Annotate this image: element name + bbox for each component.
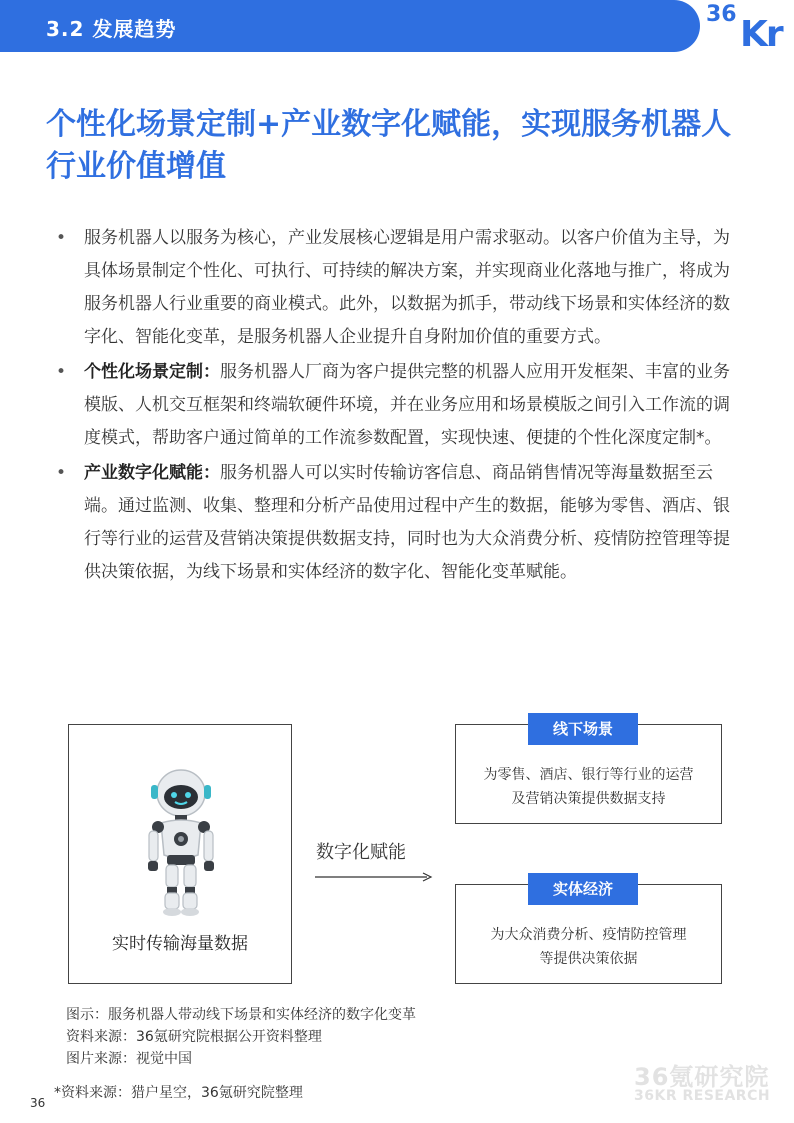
page-number: 36 (30, 1096, 46, 1110)
section-title: 3.2 发展趋势 (46, 17, 177, 41)
section-header-bar (0, 0, 700, 52)
bullet-heading: 产业数字化赋能： (84, 463, 220, 483)
figure-notes (66, 1004, 416, 1070)
page-title: 个性化场景定制+产业数字化赋能，实现服务机器人行业价值增值 (46, 107, 732, 184)
offline-scene-badge: 线下场景 (528, 713, 638, 745)
desc-line: 为零售、酒店、银行等行业的运营 (483, 767, 694, 783)
watermark-cn: 36氪研究院 (634, 1063, 770, 1091)
image-source-note: 图片来源：视觉中国 (66, 1051, 192, 1067)
bullet-dot-icon: • (56, 463, 67, 483)
bullet-dot-icon: • (56, 362, 67, 382)
desc-line: 等提供决策依据 (539, 951, 638, 967)
offline-scene-desc (464, 763, 713, 811)
bullet-item-3 (56, 457, 736, 589)
watermark-en: 36KR RESEARCH (634, 1088, 771, 1104)
robot-icon (141, 767, 221, 917)
bullet-dot-icon: • (56, 228, 67, 248)
bullet-text: 服务机器人厂商为客户提供完整的机器人应用开发框架、丰富的业务模版、人机交互框架和终端软硬件环境，并在业务应用和场景模版之间引入工作流的调度模式，帮助客户通过简单的工作流参数配置，实现快速、便捷的个性化深度定制*。 (84, 362, 730, 448)
real-economy-box (455, 880, 722, 984)
bullet-item-1 (56, 222, 736, 354)
bullet-text: 服务机器人可以实时传输访客信息、商品销售情况等海量数据至云端。通过监测、收集、整理和分析产品使用过程中产生的数据，能够为零售、酒店、银行等行业的运营及营销决策提供数据支持，同时也为大众消费分析、疫情防控管理等提供决策依据，为线下场景和实体经济的数字化、智能化变革赋能。 (84, 463, 730, 582)
desc-line: 为大众消费分析、疫情防控管理 (490, 927, 687, 943)
bullet-heading: 个性化场景定制： (84, 362, 220, 382)
logo-kr: Kr (740, 14, 782, 55)
source-note: 资料来源：36氪研究院根据公开资料整理 (66, 1029, 322, 1045)
desc-line: 及营销决策提供数据支持 (511, 791, 666, 807)
robot-data-box (68, 724, 292, 984)
real-economy-badge: 实体经济 (528, 873, 638, 905)
logo-number: 36 (706, 2, 737, 27)
figure-caption: 图示：服务机器人带动线下场景和实体经济的数字化变革 (66, 1007, 416, 1023)
bullet-list (56, 222, 736, 591)
arrow-label: 数字化赋能 (316, 842, 406, 863)
robot-caption: 实时传输海量数据 (112, 934, 248, 954)
offline-scene-box (455, 720, 722, 824)
right-arrow-icon (315, 870, 435, 884)
footnote: *资料来源：猎户星空，36氪研究院整理 (54, 1085, 303, 1101)
bullet-item-2 (56, 356, 736, 455)
real-economy-desc (464, 923, 713, 971)
36kr-logo (706, 0, 794, 55)
bullet-text: 服务机器人以服务为核心，产业发展核心逻辑是用户需求驱动。以客户价值为主导，为具体场景制定个性化、可执行、可持续的解决方案，并实现商业化落地与推广，将成为服务机器人行业重要的商业模式。此外，以数据为抓手，带动线下场景和实体经济的数字化、智能化变革，是服务机器人企业提升自身附加价值的重要方式。 (84, 228, 730, 347)
